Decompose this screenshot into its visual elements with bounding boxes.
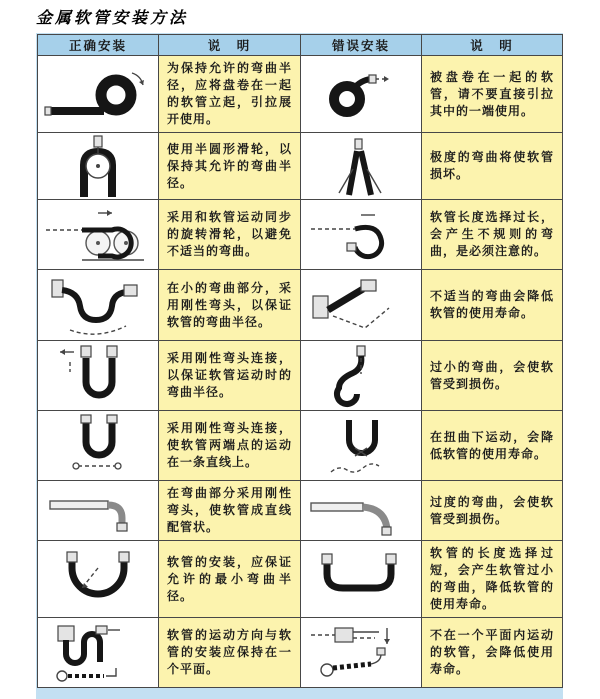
- wrong-image-cell-6: [301, 411, 422, 481]
- s-curve-rigid-elbows-icon: [42, 272, 154, 338]
- pinched-hose-icon: [305, 135, 417, 197]
- wrong-image-cell-8: [301, 541, 422, 618]
- wrong-desc-3: 软管长度选择过长，会产生不规则的弯曲，是必须注意的。: [422, 200, 563, 270]
- correct-desc-2: 使用半圆形滑轮，以保持其允许的弯曲半径。: [159, 133, 301, 200]
- minimum-bend-radius-icon: [42, 548, 154, 610]
- coiled-hose-uncoiling-icon: [42, 61, 154, 127]
- wrong-image-cell-1: [301, 56, 422, 133]
- header-description-1: 说 明: [159, 35, 301, 56]
- wrong-image-cell-5: [301, 341, 422, 411]
- correct-desc-8: 软管的安装，应保证允许的最小弯曲半径。: [159, 541, 301, 618]
- correct-image-cell-9: [38, 618, 159, 688]
- correct-desc-7: 在弯曲部分采用刚性弯头，使软管成直线配管状。: [159, 481, 301, 541]
- correct-image-cell-8: [38, 541, 159, 618]
- table-sheet: [36, 33, 563, 699]
- wrong-image-cell-3: [301, 200, 422, 270]
- wrong-image-cell-4: [301, 270, 422, 341]
- table-row: [38, 56, 563, 133]
- table-row: [38, 341, 563, 411]
- wrong-desc-7: 过度的弯曲，会使软管受到损伤。: [422, 481, 563, 541]
- pulley-hose-icon: [42, 135, 154, 197]
- wrong-desc-4: 不适当的弯曲会降低软管的使用寿命。: [422, 270, 563, 341]
- twisted-u-hose-icon: [305, 414, 417, 478]
- table-row: [38, 411, 563, 481]
- wrong-desc-5: 过小的弯曲，会使软管受到损伤。: [422, 341, 563, 411]
- correct-image-cell-2: [38, 133, 159, 200]
- wrong-image-cell-9: [301, 618, 422, 688]
- u-hose-straight-line-motion-icon: [42, 414, 154, 478]
- header-description-2: 说 明: [422, 35, 563, 56]
- out-of-plane-motion-icon: [305, 620, 417, 686]
- wrong-image-cell-2: [301, 133, 422, 200]
- wrong-desc-1: 被盘卷在一起的软管，请不要直接引拉其中的一端使用。: [422, 56, 563, 133]
- correct-image-cell-1: [38, 56, 159, 133]
- wrong-desc-6: 在扭曲下运动，会降低软管的使用寿命。: [422, 411, 563, 481]
- wrong-desc-2: 极度的弯曲将使软管损坏。: [422, 133, 563, 200]
- correct-desc-3: 采用和软管运动同步的旋转滑轮，以避免不适当的弯曲。: [159, 200, 301, 270]
- correct-image-cell-4: [38, 270, 159, 341]
- wrong-desc-9: 不在一个平面内运动的软管，会降低使用寿命。: [422, 618, 563, 688]
- table-row: [38, 133, 563, 200]
- rotating-pulleys-icon: [42, 203, 154, 267]
- table-row: [38, 541, 563, 618]
- coiled-hose-pulled-icon: [305, 61, 417, 127]
- correct-image-cell-6: [38, 411, 159, 481]
- wrong-desc-8: 软管的长度选择过短，会产生软管过小的弯曲，降低软管的使用寿命。: [422, 541, 563, 618]
- sharp-elbow-bend-icon: [305, 272, 417, 338]
- header-wrong-install: 错误安装: [301, 35, 422, 56]
- straight-pipe-rigid-elbow-icon: [42, 485, 154, 537]
- overbent-pipe-icon: [305, 485, 417, 537]
- correct-desc-5: 采用刚性弯头连接，以保证软管运动时的弯曲半径。: [159, 341, 301, 411]
- correct-image-cell-5: [38, 341, 159, 411]
- correct-desc-9: 软管的运动方向与软管的安装应保持在一个平面。: [159, 618, 301, 688]
- correct-desc-6: 采用刚性弯头连接，使软管两端点的运动在一条直线上。: [159, 411, 301, 481]
- correct-image-cell-7: [38, 481, 159, 541]
- too-small-bend-icon: [305, 344, 417, 408]
- table-row: [38, 481, 563, 541]
- one-plane-motion-icon: [42, 620, 154, 686]
- table-row: [38, 200, 563, 270]
- wrong-image-cell-7: [301, 481, 422, 541]
- header-row: [38, 35, 563, 56]
- correct-image-cell-3: [38, 200, 159, 270]
- irregular-loop-icon: [305, 203, 417, 267]
- u-hose-rigid-elbows-icon: [42, 344, 154, 408]
- too-short-hose-icon: [305, 548, 417, 610]
- table-row: [38, 270, 563, 341]
- installation-table: [37, 34, 563, 688]
- correct-desc-1: 为保持允许的弯曲半径，应将盘卷在一起的软管立起，引拉展开使用。: [159, 56, 301, 133]
- header-correct-install: 正确安装: [38, 35, 159, 56]
- page-title: 金属软管安装方法: [36, 8, 189, 27]
- table-row: [38, 618, 563, 688]
- correct-desc-4: 在小的弯曲部分，采用刚性弯头，以保证软管的弯曲半径。: [159, 270, 301, 341]
